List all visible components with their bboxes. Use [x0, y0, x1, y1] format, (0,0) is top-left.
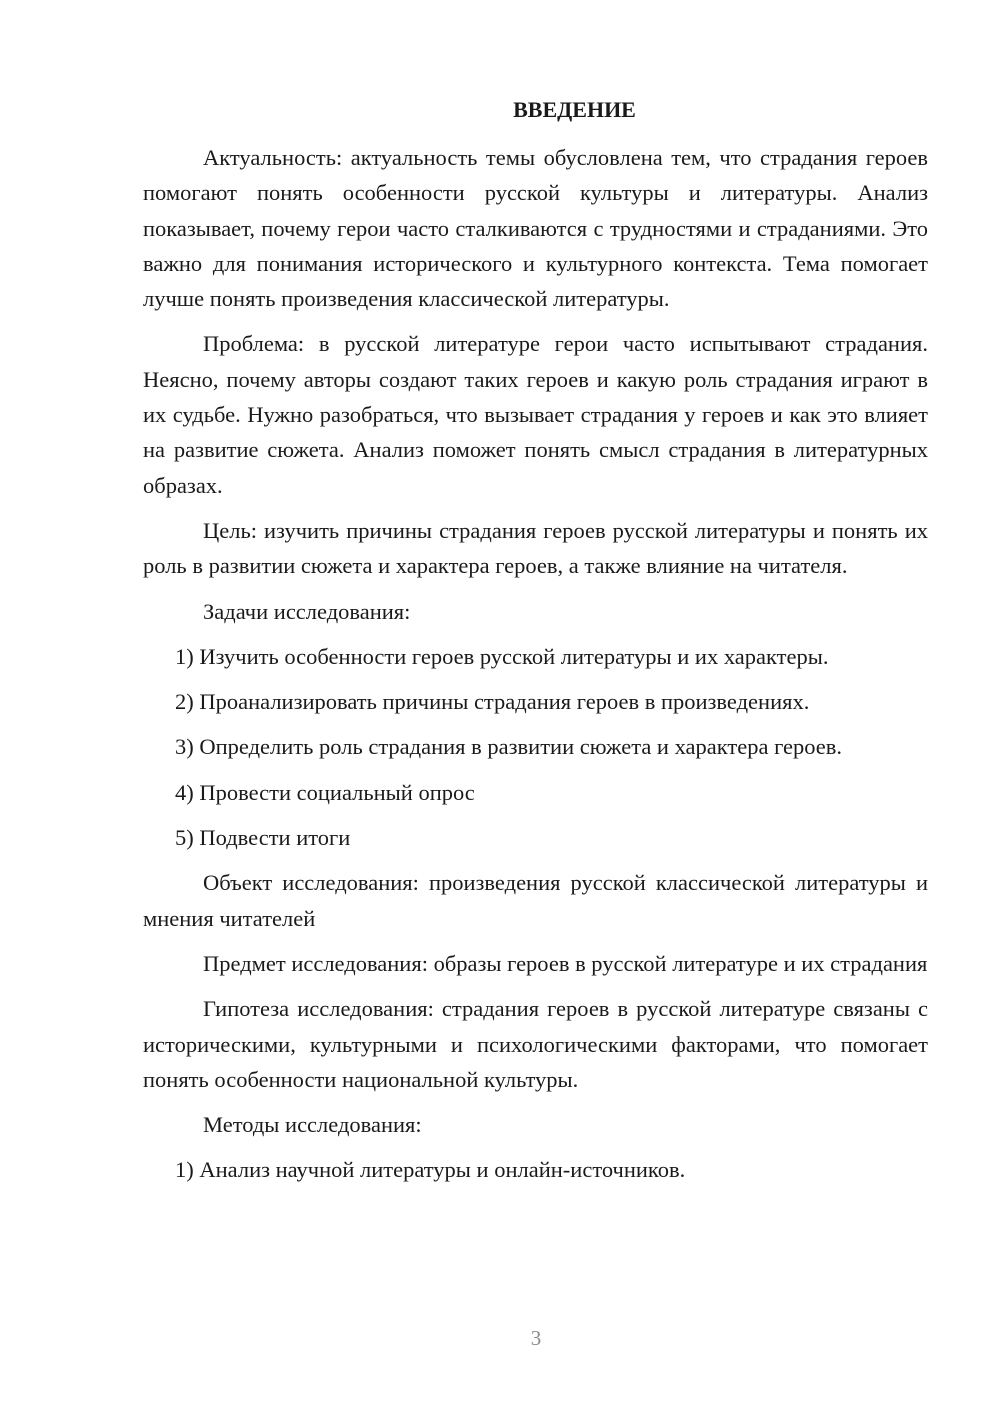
task-item: 5) Подвести итоги	[175, 825, 351, 851]
hypothesis-paragraph: Гипотеза исследования: страдания героев в русской литературе связаны с историческими, культурными и психологическими факторами, что помогает понять особенности национальной культуры.	[143, 996, 928, 1092]
tasks-list	[143, 639, 928, 855]
page-number: 3	[530, 1326, 542, 1350]
methods-label: Методы исследования:	[203, 1112, 422, 1138]
tasks-label: Задачи исследования:	[203, 598, 411, 624]
task-item: 3) Определить роль страдания в развитии сюжета и характера героев.	[175, 734, 843, 760]
page-content	[143, 92, 928, 1198]
problem-paragraph: Проблема: в русской литературе герои часто испытывают страдания. Неясно, почему авторы создают таких героев и какую роль страдания играют в их судьбе. Нужно разобраться, что вызывает страдания у героев и как это влияет на развитие сюжета. Анализ поможет понять смысл страдания в литературных образах.	[143, 331, 928, 498]
object-paragraph: Объект исследования: произведения русской классической литературы и мнения читателей	[143, 870, 928, 931]
methods-list	[143, 1152, 928, 1187]
method-item: 1) Анализ научной литературы и онлайн-источников.	[175, 1157, 686, 1183]
section-heading: ВВЕДЕНИЕ	[513, 97, 636, 122]
subject-paragraph: Предмет исследования: образы героев в русской литературе и их страдания	[203, 950, 928, 976]
task-item: 2) Проанализировать причины страдания героев в произведениях.	[175, 689, 810, 715]
relevance-paragraph: Актуальность: актуальность темы обусловлена тем, что страдания героев помогают понять особенности русской культуры и литературы. Анализ показывает, почему герои часто сталкиваются с трудностями и страданиями. Это важно для понимания исторического и культурного контекста. Тема помогает лучше понять произведения классической литературы.	[143, 145, 928, 312]
task-item: 4) Провести социальный опрос	[175, 779, 475, 805]
task-item: 1) Изучить особенности героев русской литературы и их характеры.	[175, 643, 829, 669]
goal-paragraph: Цель: изучить причины страдания героев русской литературы и понять их роль в развитии сюжета и характера героев, а также влияние на читателя.	[143, 517, 928, 579]
